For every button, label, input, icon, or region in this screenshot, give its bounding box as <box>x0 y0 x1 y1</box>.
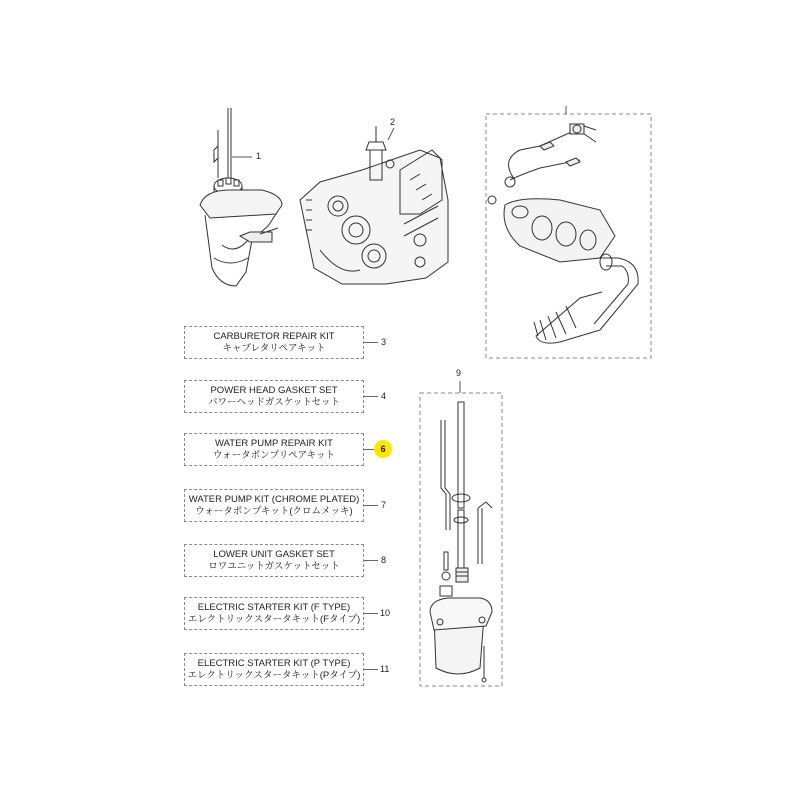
tiller-illustration <box>488 124 638 343</box>
kit-lower-unit-gasket[interactable] <box>184 544 364 577</box>
callout-kit-8: 8 <box>381 555 387 565</box>
callout-kit-10: 10 <box>380 608 391 618</box>
callout-kit-11: 11 <box>380 664 390 674</box>
kit-carburetor-repair[interactable] <box>184 326 364 359</box>
callout-kit-6: 6 <box>380 444 386 454</box>
leader-line <box>364 449 374 450</box>
kit-water-pump-chrome[interactable] <box>184 489 364 522</box>
kit-label-en: CARBURETOR REPAIR KIT <box>213 330 335 342</box>
kit-label-ja: パワーヘッドガスケットセット <box>208 396 340 408</box>
kit-electric-starter-f[interactable] <box>184 597 364 630</box>
kit-label-ja: ウォータポンプキット(クロムメッキ) <box>195 505 353 517</box>
power-head-illustration <box>300 126 448 284</box>
kit-label-ja: ロワユニットガスケットセット <box>208 560 340 572</box>
leader-line <box>364 613 378 614</box>
kit-label-ja: キャブレタリペアキット <box>222 342 326 354</box>
kit-label-ja: エレクトリックスタータキット(Fタイプ) <box>187 613 361 625</box>
kit-label-ja: ウォータポンプリペアキット <box>213 449 335 461</box>
kit-label-en: WATER PUMP REPAIR KIT <box>215 437 333 449</box>
kit-label-en: ELECTRIC STARTER KIT (P TYPE) <box>197 657 351 669</box>
kit-label-ja: エレクトリックスタータキット(Pタイプ) <box>187 669 361 681</box>
leader-line <box>364 669 378 670</box>
callout-part-9: 9 <box>456 368 462 378</box>
lower-unit-illustration <box>200 108 282 286</box>
leader-line <box>364 505 378 506</box>
kit-label-en: ELECTRIC STARTER KIT (F TYPE) <box>197 601 351 613</box>
kit-water-pump-repair[interactable] <box>184 433 364 466</box>
kit-power-head-gasket[interactable] <box>184 380 364 413</box>
shaft-assembly-illustration <box>430 402 492 682</box>
leader-line <box>364 342 378 343</box>
kit-label-en: POWER HEAD GASKET SET <box>210 384 338 396</box>
leader-line <box>364 396 378 397</box>
highlighted-callout-kit-6 <box>374 440 392 458</box>
kit-label-en: LOWER UNIT GASKET SET <box>213 548 335 560</box>
kit-electric-starter-p[interactable] <box>184 653 364 686</box>
callout-kit-3: 3 <box>381 337 387 347</box>
callout-part-2: 2 <box>390 117 396 127</box>
callout-kit-7: 7 <box>381 500 387 510</box>
callout-part-1: 1 <box>256 151 262 161</box>
callout-kit-4: 4 <box>381 391 387 401</box>
kit-label-en: WATER PUMP KIT (CHROME PLATED) <box>188 493 360 505</box>
leader-line <box>364 560 378 561</box>
